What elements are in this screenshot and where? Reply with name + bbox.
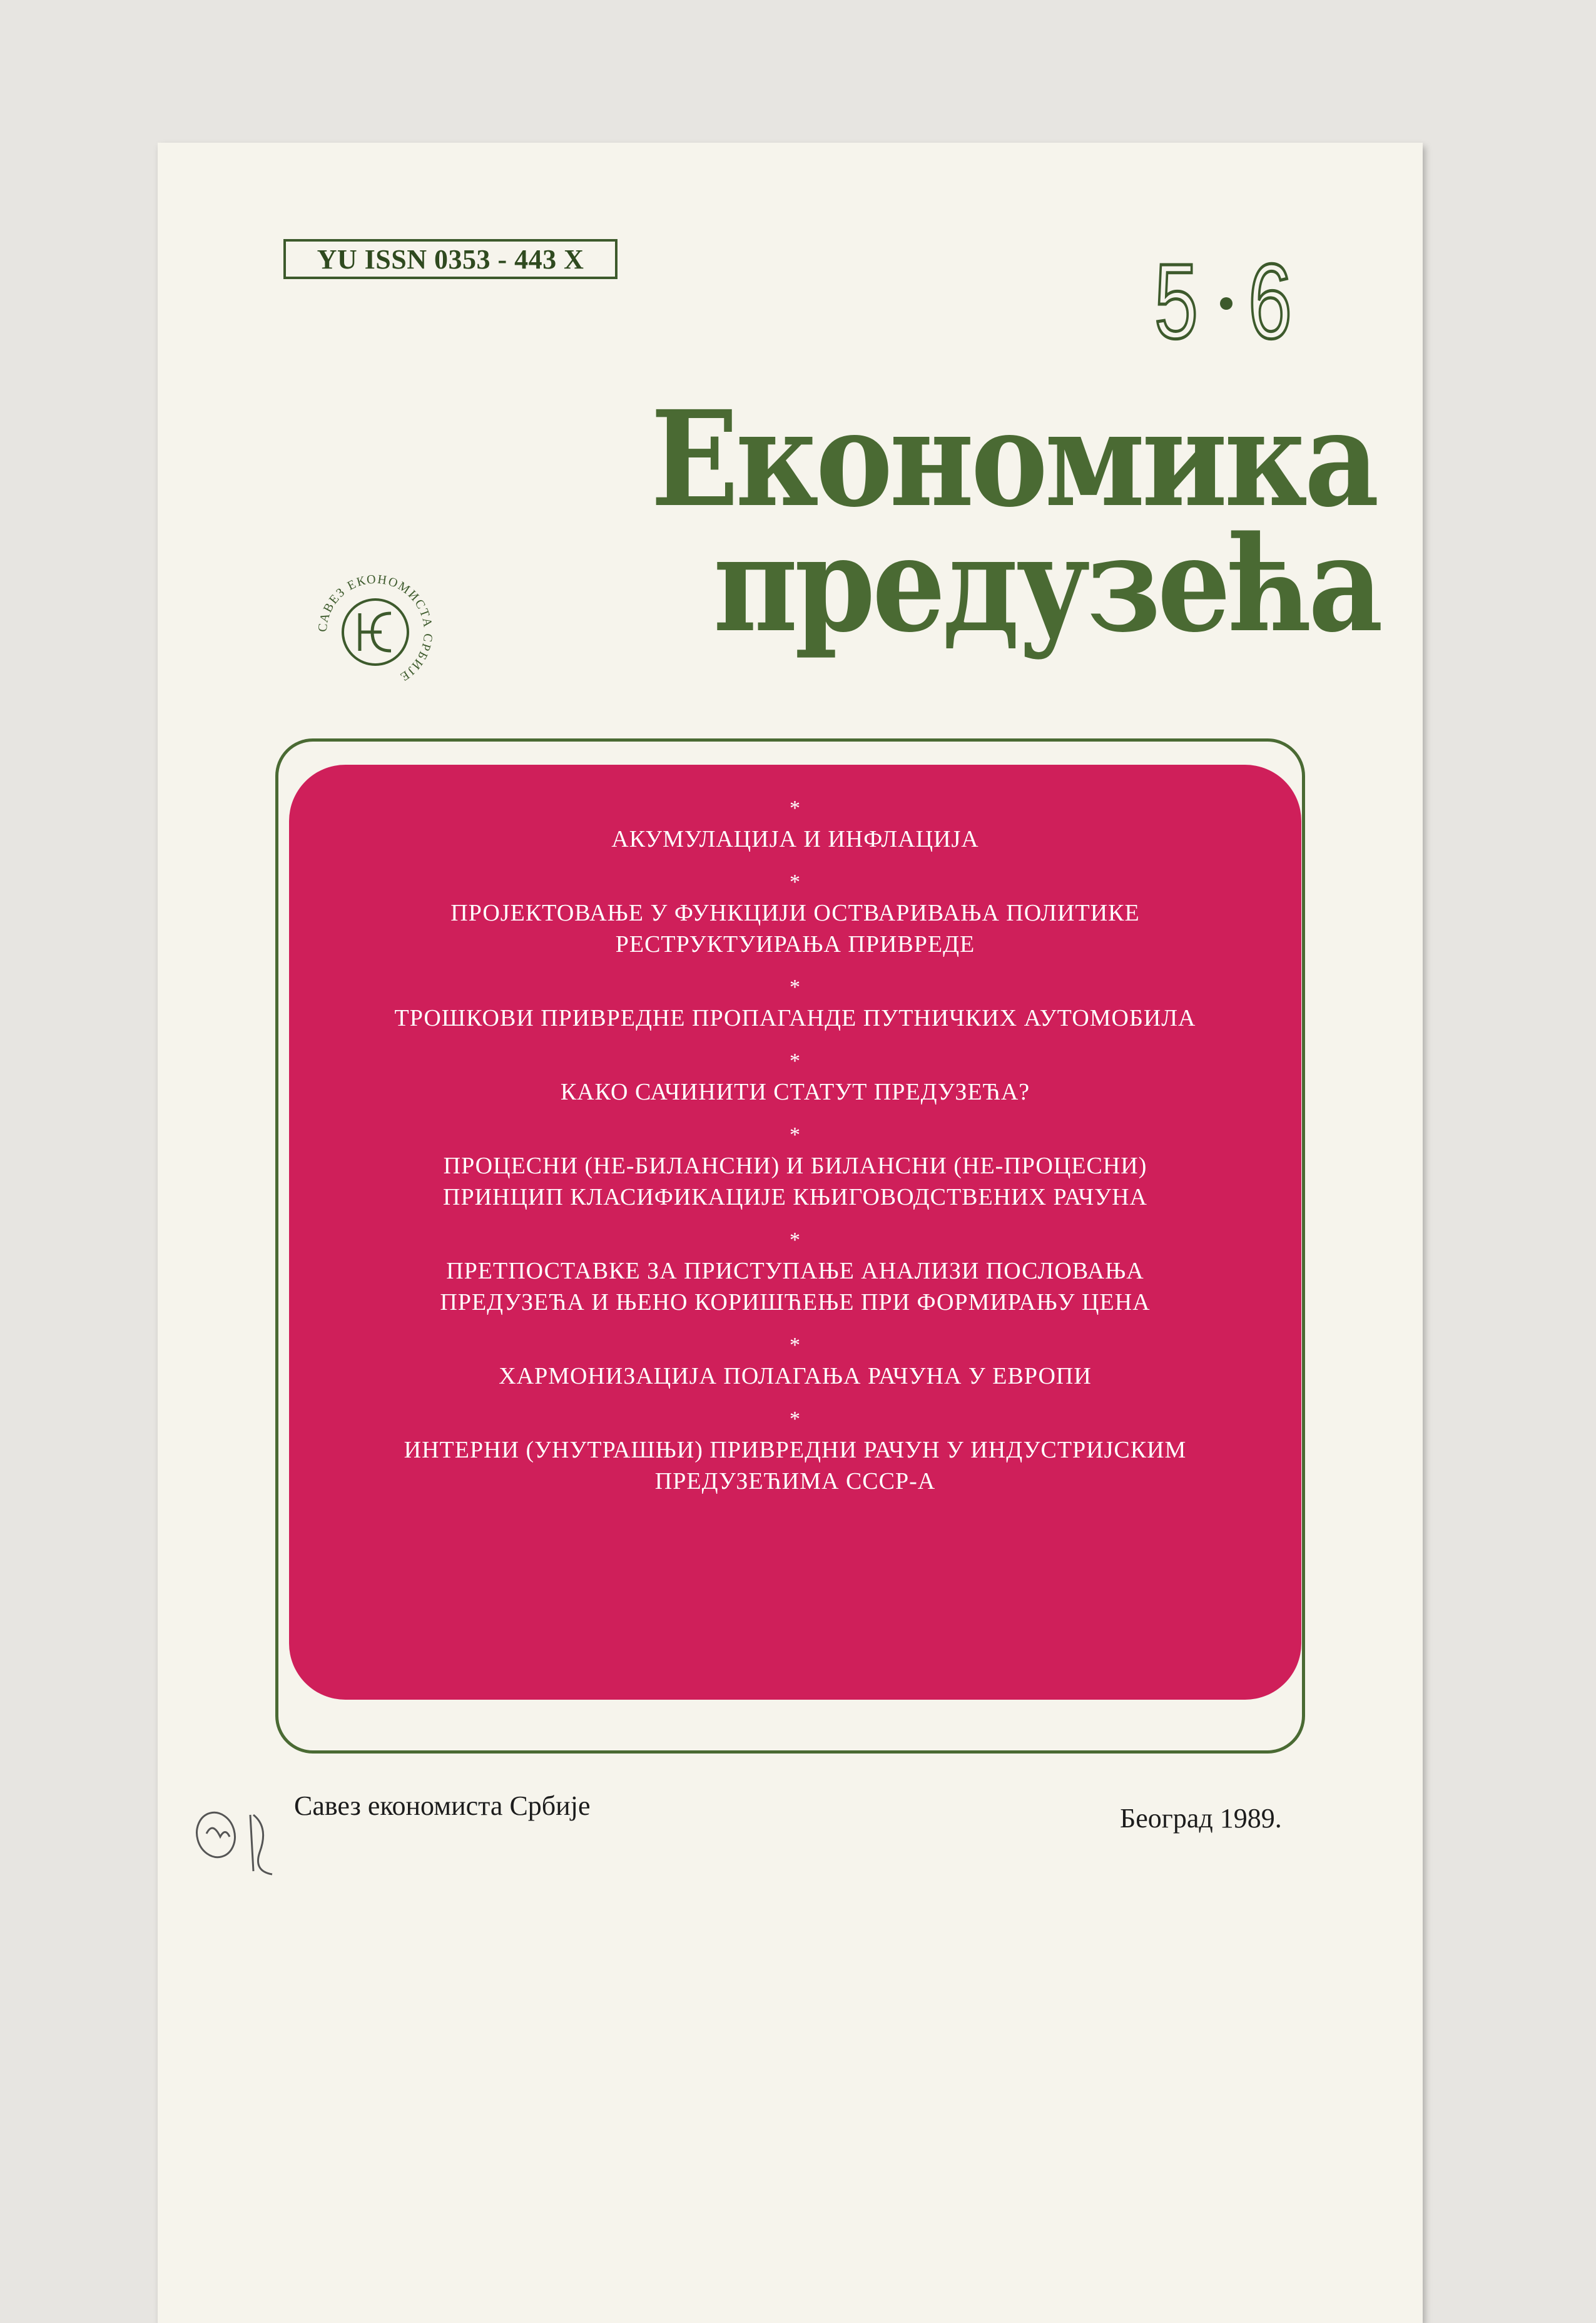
contents-entry: [289, 1003, 1301, 1034]
place-year: Београд 1989.: [1120, 1803, 1282, 1834]
seal-emblem-icon: [360, 613, 391, 651]
contents-entry: [289, 897, 1301, 960]
contents-entry: [289, 1150, 1301, 1213]
contents-entry-line: ПРЕТПОСТАВКЕ ЗА ПРИСТУПАЊЕ АНАЛИЗИ ПОСЛОВАЊА: [446, 1258, 1144, 1284]
issue-dot: [1220, 297, 1233, 310]
issue-number: [1151, 238, 1301, 363]
pencil-marks: [181, 1790, 307, 1902]
table-of-contents: [289, 790, 1301, 1506]
contents-entry-line: ТРОШКОВИ ПРИВРЕДНЕ ПРОПАГАНДЕ ПУТНИЧКИХ АУТОМОБИЛА: [394, 1005, 1196, 1031]
contents-entry-line: ПРОЦЕСНИ (НЕ-БИЛАНСНИ) И БИЛАНСНИ (НЕ-ПРОЦЕСНИ): [443, 1153, 1147, 1179]
contents-entry-line: ИНТЕРНИ (УНУТРАШЊИ) ПРИВРЕДНИ РАЧУН У ИНДУСТРИЈСКИМ: [404, 1437, 1187, 1463]
publisher-name: Савез економиста Србије: [294, 1790, 591, 1821]
contents-entry-line: ПРИНЦИП КЛАСИФИКАЦИЈЕ КЊИГОВОДСТВЕНИХ РАЧУНА: [443, 1184, 1147, 1210]
contents-separator: *: [790, 870, 801, 894]
contents-entry: [289, 1076, 1301, 1108]
contents-entry: [289, 1434, 1301, 1497]
contents-entry-line: РЕСТРУКТУИРАЊА ПРИВРЕДЕ: [615, 931, 975, 957]
issue-number-left: 5: [1154, 242, 1198, 361]
contents-separator: *: [790, 1334, 801, 1357]
contents-entry: [289, 824, 1301, 855]
title-line-1: Економика: [651, 382, 1376, 536]
contents-separator: *: [790, 1049, 801, 1073]
title-line-2: предузећа: [713, 507, 1380, 661]
contents-separator: *: [790, 1407, 801, 1431]
seal-text: САВЕЗ ЕКОНОМИСТА СРБИЈЕ: [315, 572, 435, 685]
contents-entry-line: КАКО САЧИНИТИ СТАТУТ ПРЕДУЗЕЋА?: [560, 1079, 1030, 1105]
contents-entry-line: ХАРМОНИЗАЦИЈА ПОЛАГАЊА РАЧУНА У ЕВРОПИ: [499, 1363, 1092, 1389]
publisher-seal: [313, 569, 438, 695]
svg-text:САВЕЗ ЕКОНОМИСТА СРБИЈЕ: [316, 573, 435, 685]
contents-separator: *: [790, 976, 801, 999]
issue-number-right: 6: [1248, 242, 1292, 361]
contents-entry: [289, 1361, 1301, 1392]
contents-entry-line: ПРОЈЕКТОВАЊЕ У ФУНКЦИЈИ ОСТВАРИВАЊА ПОЛИТИКЕ: [450, 900, 1140, 926]
contents-separator: *: [790, 1228, 801, 1252]
contents-separator: *: [790, 1123, 801, 1146]
contents-entry-line: АКУМУЛАЦИЈА И ИНФЛАЦИЈА: [611, 826, 979, 852]
issn-box: [283, 239, 618, 279]
contents-entry-line: ПРЕДУЗЕЋИМА СССР-А: [654, 1468, 936, 1494]
contents-entry: [289, 1255, 1301, 1318]
contents-entry-line: ПРЕДУЗЕЋА И ЊЕНО КОРИШЋЕЊЕ ПРИ ФОРМИРАЊУ ЦЕНА: [440, 1289, 1151, 1315]
issn-text: YU ISSN 0353 - 443 X: [317, 243, 584, 275]
contents-separator: *: [790, 797, 801, 820]
